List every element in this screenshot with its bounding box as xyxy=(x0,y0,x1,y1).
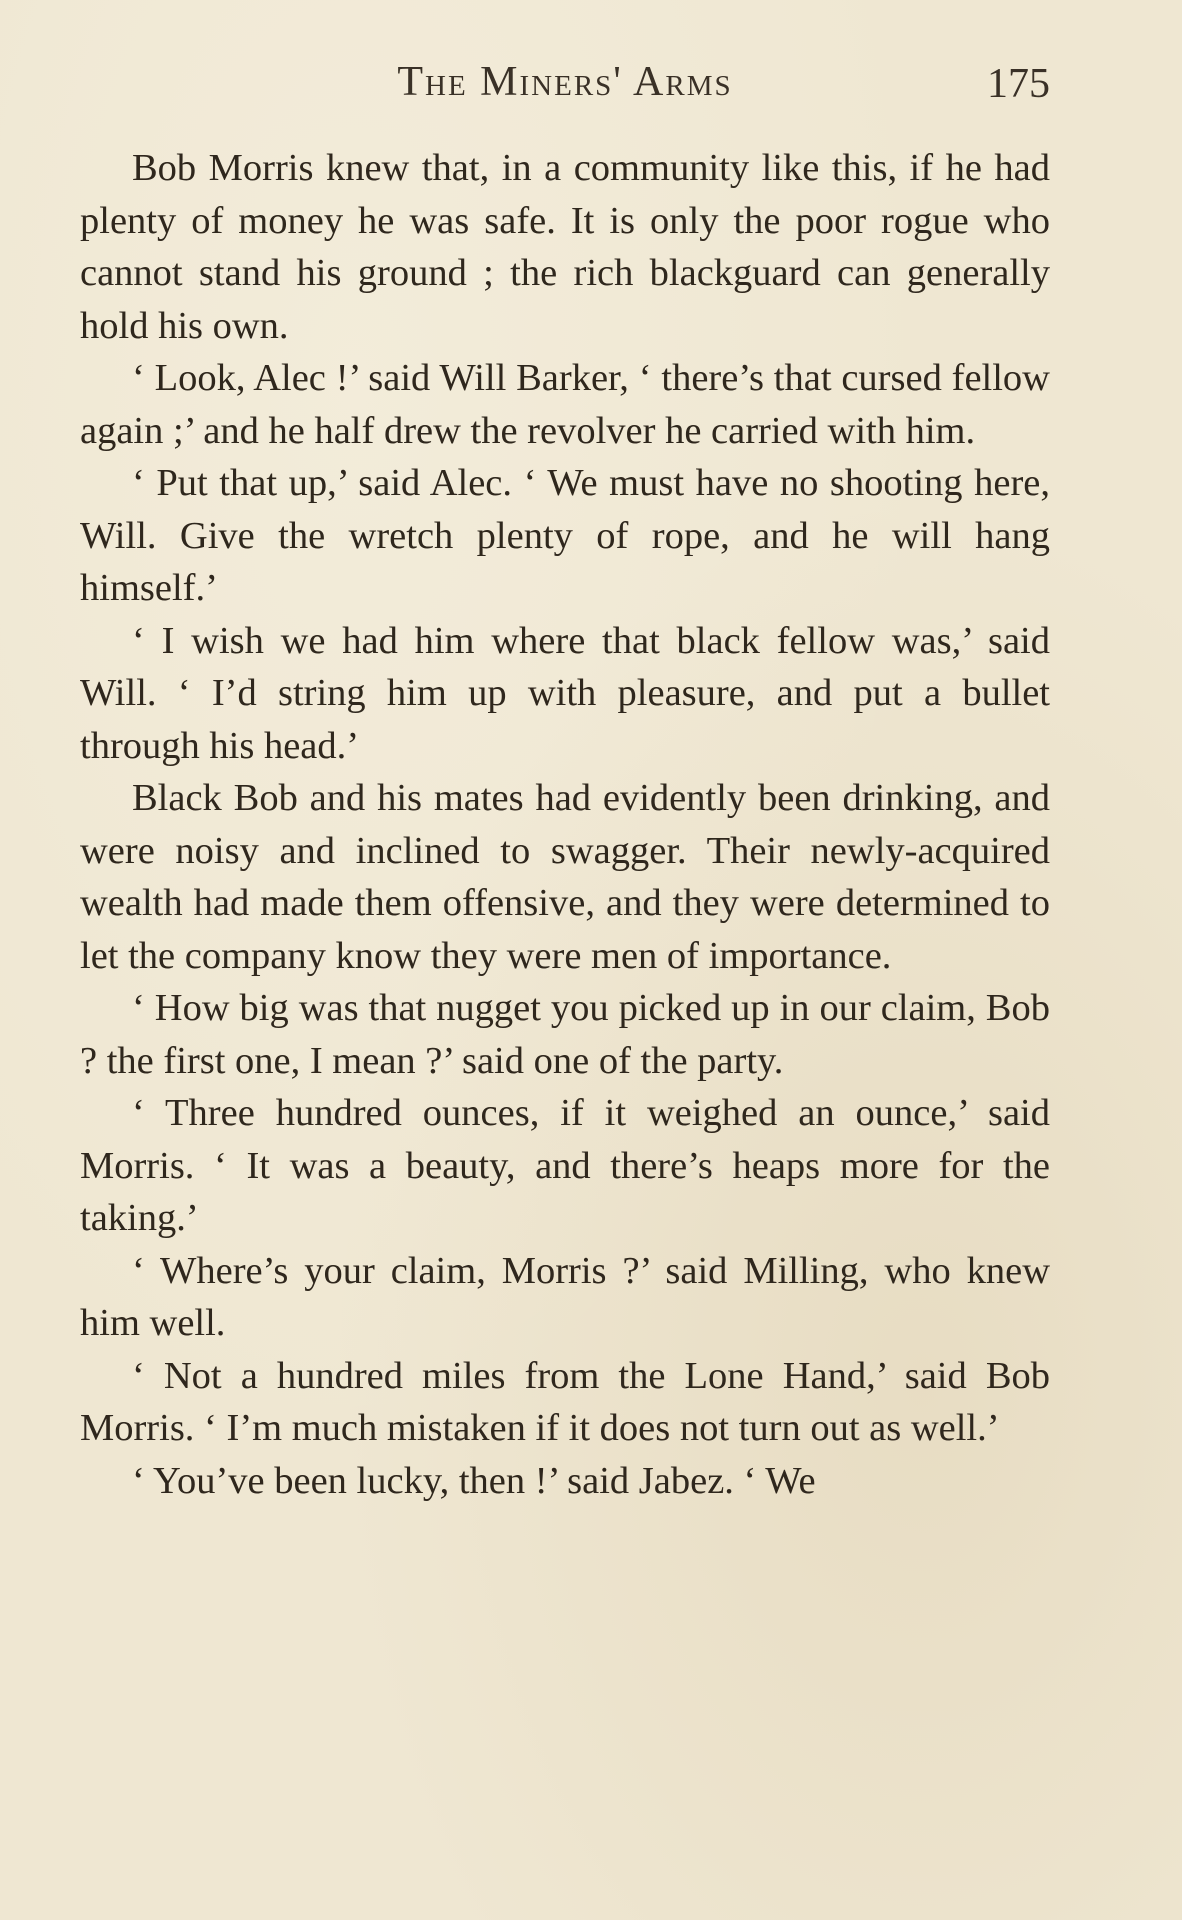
running-header xyxy=(80,58,1050,108)
paragraph-7: ‘ Three hundred ounces, if it weighed an ounce,’ said Morris. ‘ It was a beauty, and there’s heaps more for the taking.’ xyxy=(80,1092,1050,1239)
paragraph-4: ‘ I wish we had him where that black fellow was,’ said Will. ‘ I’d string him up with pleasure, and put a bullet through his head.’ xyxy=(80,619,1050,767)
running-title: The Miners' Arms xyxy=(397,59,733,105)
page-number: 175 xyxy=(987,61,1050,107)
paragraph-8: ‘ Where’s your claim, Morris ?’ said Milling, who knew him well. xyxy=(80,1249,1050,1344)
paragraph-1: Bob Morris knew that, in a community like this, if he had plenty of money he was safe. It is only the poor rogue who cannot stand his ground ; the rich blackguard can generally hold his own. xyxy=(80,147,1050,347)
paragraph-9: ‘ Not a hundred miles from the Lone Hand,’ said Bob Morris. ‘ I’m much mistaken if it does not turn out as well.’ xyxy=(80,1354,1050,1449)
paragraph-3: ‘ Put that up,’ said Alec. ‘ We must have no shooting here, Will. Give the wretch plenty of rope, and he will hang himself.’ xyxy=(80,462,1050,609)
paragraph-5: Black Bob and his mates had evidently been drinking, and were noisy and inclined to swagger. Their newly-acquired wealth had made them offensive, and they were determined to let the company know they were men of importance. xyxy=(80,777,1050,977)
paragraph-2: ‘ Look, Alec !’ said Will Barker, ‘ there’s that cursed fellow again ;’ and he half drew the revolver he carried with him. xyxy=(80,357,1050,452)
body-text xyxy=(80,142,1050,1507)
paragraph-10: ‘ You’ve been lucky, then !’ said Jabez. ‘ We xyxy=(132,1459,816,1502)
paragraph-6: ‘ How big was that nugget you picked up in our claim, Bob ? the first one, I mean ?’ said one of the party. xyxy=(80,987,1050,1082)
